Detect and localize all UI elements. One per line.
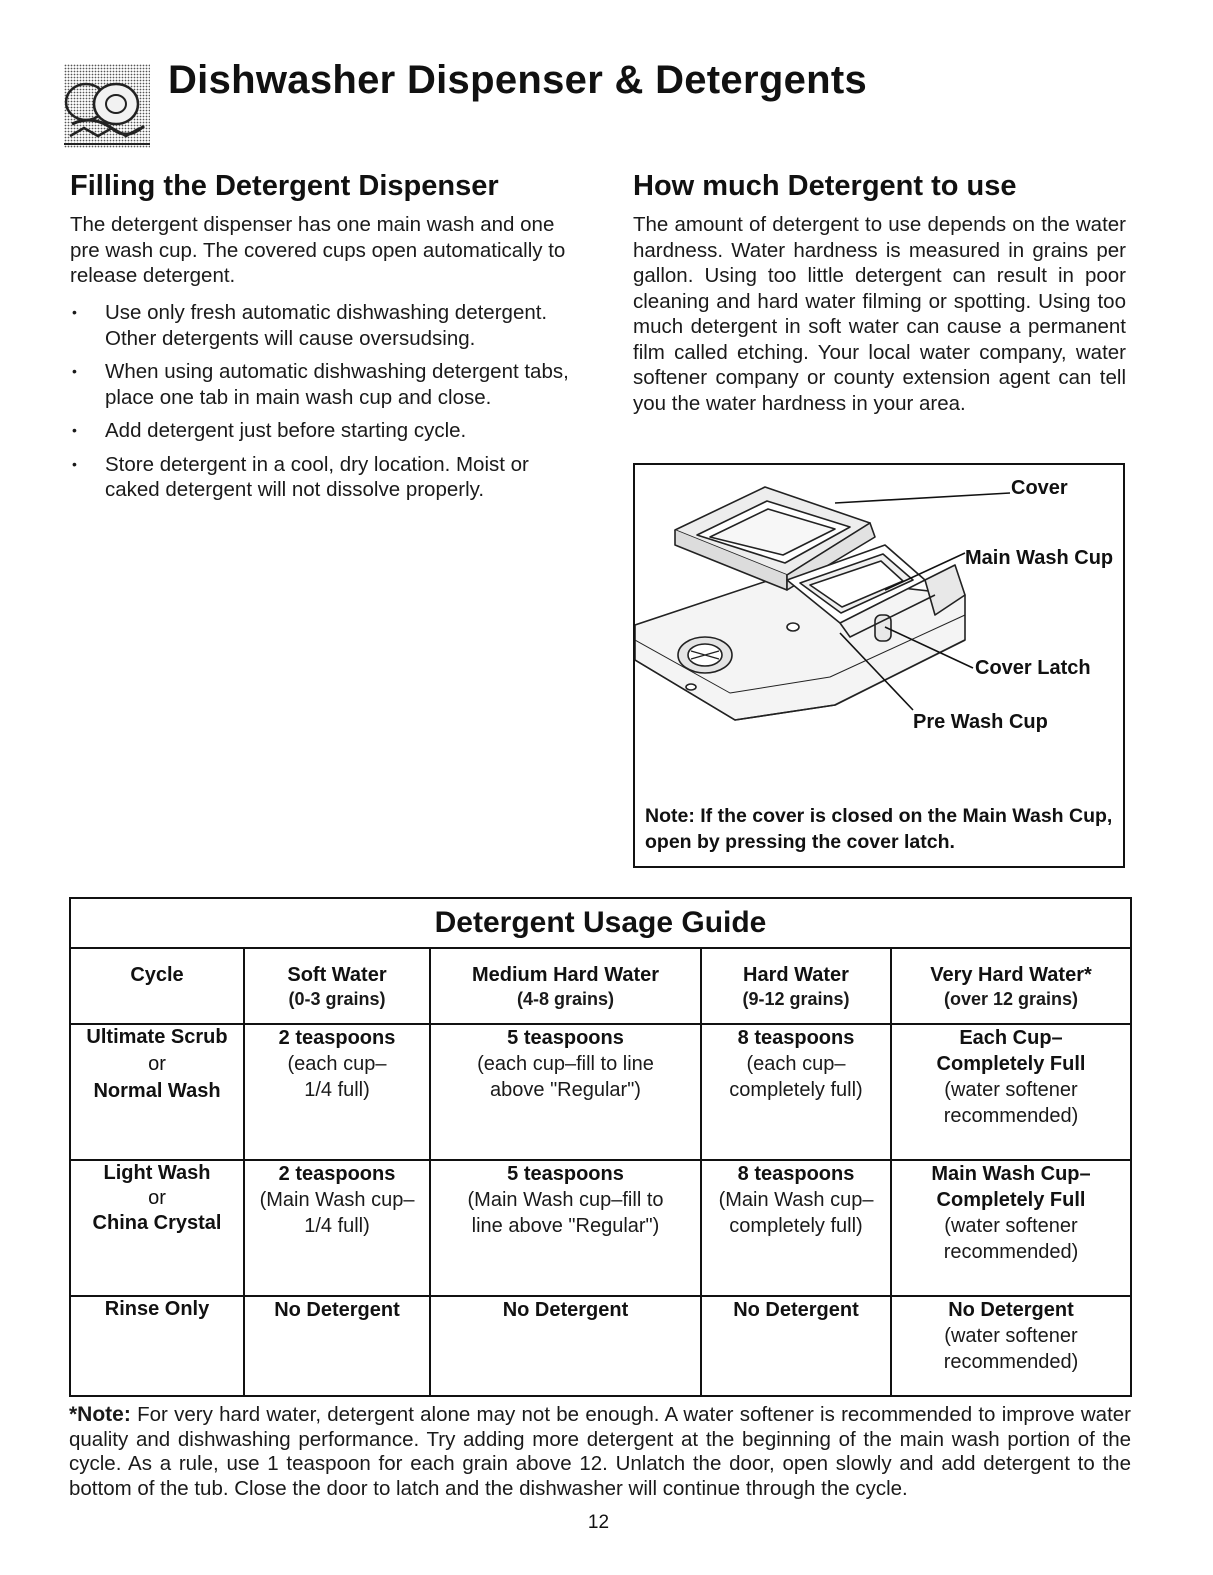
section-heading-how-much: How much Detergent to use xyxy=(633,170,1017,202)
page-number: 12 xyxy=(587,1512,610,1533)
footnote-label: *Note: xyxy=(69,1403,131,1426)
amount-cell: No Detergent xyxy=(430,1296,701,1396)
main-wash-cup-label: Main Wash Cup xyxy=(965,547,1114,569)
list-item: • Store detergent in a cool, dry location. Moist or caked detergent will not dissolve properly. xyxy=(72,452,529,501)
amount-cell: Main Wash Cup– Completely Full (water softener recommended) xyxy=(891,1160,1131,1296)
amount-cell: No Detergent (water softener recommended) xyxy=(891,1296,1131,1396)
column-header: Soft Water (0-3 grains) xyxy=(244,948,430,1024)
pre-wash-cup-label: Pre Wash Cup xyxy=(913,711,1048,733)
amount-cell: Each Cup– Completely Full (water softener recommended) xyxy=(891,1024,1131,1160)
amount-cell: 8 teaspoons (Main Wash cup– completely full) xyxy=(701,1160,891,1296)
table-row xyxy=(70,1024,1131,1160)
list-item: • Add detergent just before starting cycle. xyxy=(72,419,467,442)
cycle-cell: Rinse Only xyxy=(70,1296,244,1396)
detergent-usage-table xyxy=(69,897,1132,1397)
page-title: Dishwasher Dispenser & Detergents xyxy=(168,58,868,102)
cycle-cell: Light Wash or China Crystal xyxy=(70,1160,244,1296)
column-header: Medium Hard Water (4-8 grains) xyxy=(430,948,701,1024)
cover-label: Cover xyxy=(1011,477,1068,499)
amount-cell: 5 teaspoons (each cup–fill to line above "Regular") xyxy=(430,1024,701,1160)
list-item: • Use only fresh automatic dishwashing detergent. Other detergents will cause oversudsing. xyxy=(72,301,548,350)
amount-cell: 5 teaspoons (Main Wash cup–fill to line above "Regular") xyxy=(430,1160,701,1296)
dishwasher-rack-icon xyxy=(64,64,152,150)
dispenser-figure xyxy=(633,463,1125,868)
amount-cell: 2 teaspoons (Main Wash cup– 1/4 full) xyxy=(244,1160,430,1296)
column-header: Very Hard Water* (over 12 grains) xyxy=(891,948,1131,1024)
column-header: Cycle xyxy=(70,948,244,1024)
bullet-icon: • xyxy=(72,422,77,438)
table-header-row xyxy=(70,948,1131,1024)
figure-note: Note: If the cover is closed on the Main Wash Cup, open by pressing the cover latch. xyxy=(645,805,1113,853)
amount-cell: No Detergent xyxy=(701,1296,891,1396)
cover-latch-label: Cover Latch xyxy=(975,657,1091,679)
amount-cell: 8 teaspoons (each cup– completely full) xyxy=(701,1024,891,1160)
bullet-icon: • xyxy=(72,363,77,379)
column-header: Hard Water (9-12 grains) xyxy=(701,948,891,1024)
table-title: Detergent Usage Guide xyxy=(70,898,1131,948)
section-heading-filling: Filling the Detergent Dispenser xyxy=(70,170,499,202)
dispenser-intro-text: The detergent dispenser has one main wash and one pre wash cup. The covered cups open automatically to release detergent. xyxy=(70,213,566,287)
footnote-text: For very hard water, detergent alone may not be enough. A water softener is recommended to improve water quality and dishwashing performance. Try adding more detergent at the beginning of the main wash portion of the cycle. As a rule, use 1 teaspoon for each grain above 12. Unlatch the door, open slowly and add detergent to the bottom of the tub. Close the door to latch and the dishwasher will continue through the cycle. xyxy=(69,1403,1131,1500)
water-hardness-text: The amount of detergent to use depends on the water hardness. Water hardness is measured in grains per gallon. Using too little detergent can result in poor cleaning and hard water filming or spotting. Using too much detergent in soft water can cause a permanent film called etching. Your local water company, water softener company or county extension agent can tell you the water hardness in your area. xyxy=(633,213,1126,415)
list-item: • When using automatic dishwashing detergent tabs, place one tab in main wash cup and close. xyxy=(72,360,569,409)
cycle-cell: Ultimate Scrub or Normal Wash xyxy=(70,1024,244,1160)
bullet-icon: • xyxy=(72,455,77,472)
table-row xyxy=(70,1296,1131,1396)
table-row xyxy=(70,1160,1131,1296)
detergent-dispenser-illustration xyxy=(635,465,1125,795)
amount-cell: 2 teaspoons (each cup– 1/4 full) xyxy=(244,1024,430,1160)
footnote xyxy=(69,1403,1131,1501)
bullet-icon: • xyxy=(72,304,77,320)
detergent-tips-list xyxy=(70,300,570,511)
amount-cell: No Detergent xyxy=(244,1296,430,1396)
